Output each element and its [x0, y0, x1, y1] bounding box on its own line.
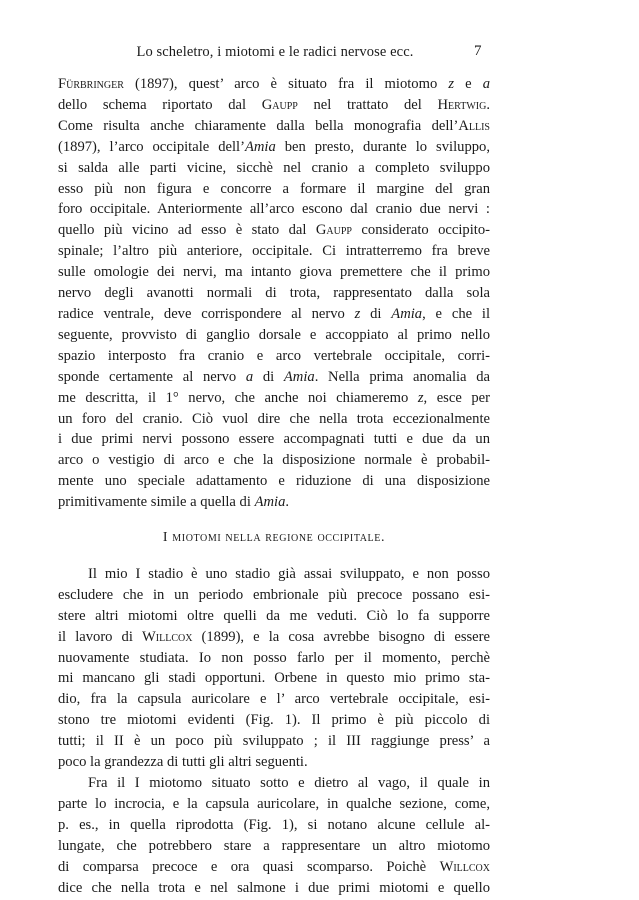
text-line: dice che nella trota e nel salmone i due primi miotomi e quello	[58, 879, 490, 896]
paragraph-2	[58, 564, 490, 773]
text-line: foro occipitale. Anteriormente all’arco escono dal cranio due nervi :	[58, 201, 490, 218]
text-line: dello schema riportato dal Gaupp nel trattato del Hertwig.	[58, 96, 490, 113]
running-title: Lo scheletro, i miotomi e le radici nervose ecc.	[136, 44, 414, 60]
text-line: spazio interposto fra cranio e arco vertebrale occipitale, corri-	[58, 347, 490, 364]
text-line: Fra il I miotomo situato sotto e dietro al vago, il quale in	[88, 775, 490, 791]
text-line: dio, fra la capsula auricolare e l’ arco vertebrale occipitale, esi-	[58, 691, 490, 708]
text-line: parte lo incrocia, e la capsula auricolare, in qualche sezione, come,	[58, 795, 490, 812]
author-name: Gaupp	[261, 96, 298, 113]
text-line: stere altri miotomi oltre quelli da me veduti. Ciò lo fa supporre	[58, 607, 490, 624]
text-line: poco la grandezza di tutti gli altri seguenti.	[58, 754, 308, 771]
text-line: un foro del cranio. Ciò vuol dire che nella trota eccezionalmente	[58, 410, 490, 427]
text-line: mente uno speciale adattamento e riduzione di una disposizione	[58, 473, 490, 490]
text-line: di comparsa precoce e ora quasi scomparso. Poichè Willcox	[58, 858, 490, 875]
author-name: Willcox	[439, 858, 490, 875]
text-line: stono tre miotomi evidenti (Fig. 1). Il primo è più piccolo di	[58, 712, 490, 729]
text-line: nuovamente studiata. Io non posso farlo per il momento, perchè	[58, 649, 490, 666]
text-line: primitivamente simile a quella di Amia.	[58, 494, 290, 511]
author-name: Willcox	[142, 628, 193, 645]
genus-name: Amia	[391, 305, 423, 322]
text-line: tutti; il II è un poco più sviluppato ; il III raggiunge press’ a	[58, 733, 490, 750]
text-line: spinale; l’altro più anteriore, occipitale. Ci intratterremo fra breve	[58, 243, 490, 260]
author-name: Gaupp	[315, 222, 352, 239]
genus-name: Amia	[244, 138, 276, 155]
text-line: lungate, che potrebbero stare a rappresentare un altro miotomo	[58, 837, 490, 854]
text-line: (1897), l’arco occipitale dell’Amia ben presto, durante lo sviluppo,	[58, 138, 490, 155]
genus-name: Amia	[254, 494, 286, 511]
text-line: Come risulta anche chiaramente dalla bella monografia dell’Allis	[58, 117, 490, 134]
page-number: 7	[474, 43, 482, 59]
text-line: Fürbringer (1897), quest’ arco è situato fra il miotomo z e a	[58, 76, 490, 92]
text-line: radice ventrale, deve corrispondere al nervo z di Amia, e che il	[58, 305, 491, 322]
text-line: i due primi nervi possono essere accompagnati tutti e due da un	[58, 431, 490, 448]
author-name: Allis	[458, 117, 490, 134]
text-line: sponde certamente al nervo a di Amia. Nella prima anomalia da	[58, 368, 490, 385]
paragraph-3	[58, 773, 490, 898]
author-name: Hertwig.	[437, 96, 490, 113]
text-line: si salda alle parti vicine, sicchè nel cranio a completo sviluppo	[58, 159, 490, 176]
text-line: esso più non figura e concorre a formare il margine del gran	[58, 180, 490, 197]
text-line: arco o vestigio di arco e che la disposizione normale è probabil-	[58, 452, 490, 469]
text-line: escludere che in un periodo embrionale più precoce possano esi-	[58, 586, 490, 603]
text-line: quello più vicino ad esso è stato dal Gaupp considerato occipito-	[58, 222, 490, 239]
text-line: me descritta, il 1° nervo, che anche noi chiameremo z, esce per	[58, 389, 490, 406]
genus-name: Amia	[283, 368, 315, 385]
section-heading: I miotomi nella regione occipitale.	[162, 530, 386, 546]
text-line: mi mancano gli stadi opportuni. Orbene in questo mio primo sta-	[58, 670, 490, 687]
author-name: Fürbringer	[58, 76, 124, 92]
text-line: nervo degli avanotti normali di trota, rappresentato dalla sola	[58, 285, 490, 302]
text-line: p. es., in quella riprodotta (Fig. 1), si notano alcune cellule al-	[58, 816, 490, 833]
text-line: seguente, provvisto di ganglio dorsale e accoppiato al primo nello	[58, 326, 490, 343]
text-line: Il mio I stadio è uno stadio già assai sviluppato, e non posso	[88, 565, 490, 582]
paragraph-1	[58, 74, 490, 513]
text-line: il lavoro di Willcox (1899), e la cosa avrebbe bisogno di essere	[58, 628, 490, 645]
body-text	[58, 74, 490, 898]
text-line: sulle omologie dei nervi, ma intanto giova premettere che il primo	[58, 264, 490, 281]
